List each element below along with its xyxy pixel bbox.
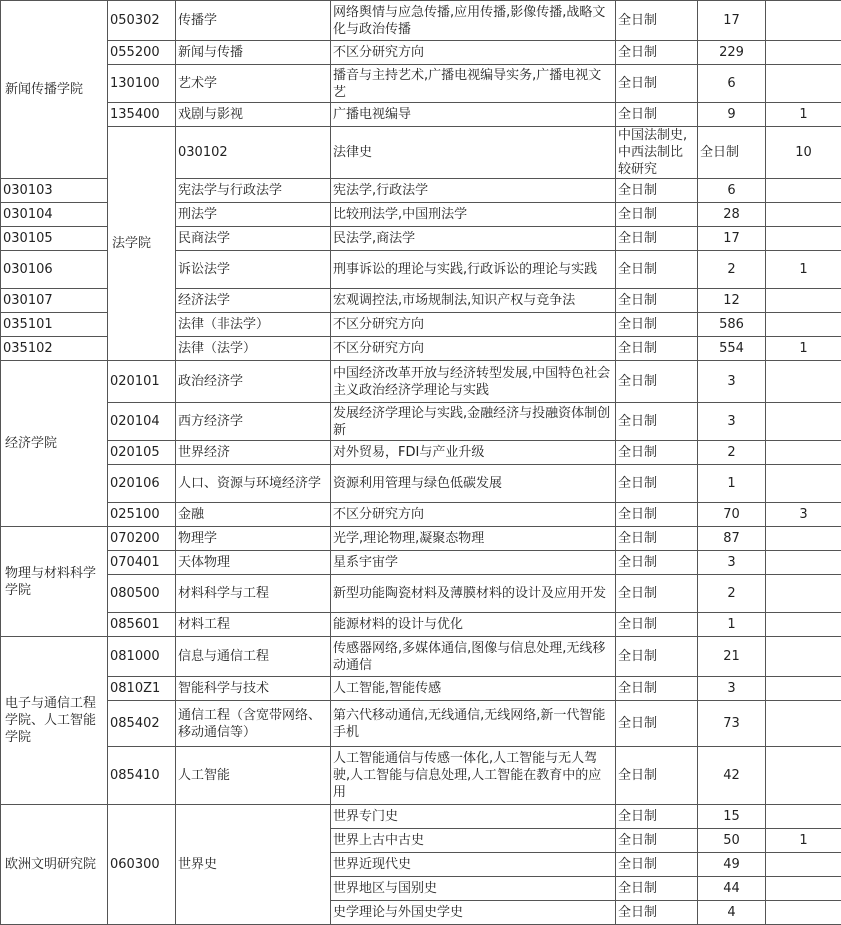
extra-count-cell — [766, 613, 841, 637]
enrollment-count-cell: 586 — [698, 313, 766, 337]
major-code-cell: 085410 — [108, 747, 176, 805]
extra-count-cell — [766, 465, 841, 503]
research-direction-cell: 新型功能陶瓷材料及薄膜材料的设计及应用开发 — [331, 575, 616, 613]
major-name-cell: 世界经济 — [176, 441, 331, 465]
enrollment-count-cell: 17 — [698, 227, 766, 251]
research-direction-cell: 不区分研究方向 — [331, 503, 616, 527]
table-row — [1, 361, 841, 403]
major-name-cell: 传播学 — [176, 1, 331, 41]
major-code-cell: 030106 — [1, 251, 108, 289]
major-code-cell: 020105 — [108, 441, 176, 465]
research-direction-cell: 中国法制史,中西法制比较研究 — [616, 127, 698, 179]
extra-count-cell — [766, 877, 841, 901]
college-cell: 电子与通信工程学院、人工智能学院 — [1, 637, 108, 805]
enrollment-count-cell: 10 — [766, 127, 841, 179]
research-direction-cell: 人工智能通信与传感一体化,人工智能与无人驾驶,人工智能与信息处理,人工智能在教育中的应用 — [331, 747, 616, 805]
study-mode-cell: 全日制 — [616, 251, 698, 289]
table-row — [1, 551, 841, 575]
major-name-cell: 法律（法学） — [176, 337, 331, 361]
study-mode-cell: 全日制 — [616, 701, 698, 747]
major-name-cell: 材料科学与工程 — [176, 575, 331, 613]
research-direction-cell: 播音与主持艺术,广播电视编导实务,广播电视文艺 — [331, 65, 616, 103]
research-direction-cell: 世界近现代史 — [331, 853, 616, 877]
major-code-cell: 060300 — [108, 805, 176, 925]
study-mode-cell: 全日制 — [616, 853, 698, 877]
table-row — [1, 441, 841, 465]
research-direction-cell: 对外贸易，FDI与产业升级 — [331, 441, 616, 465]
major-code-cell: 070200 — [108, 527, 176, 551]
research-direction-cell: 广播电视编导 — [331, 103, 616, 127]
enrollment-count-cell: 6 — [698, 65, 766, 103]
extra-count-cell — [766, 551, 841, 575]
extra-count-cell — [766, 361, 841, 403]
study-mode-cell: 全日制 — [616, 575, 698, 613]
major-code-cell: 080500 — [108, 575, 176, 613]
extra-count-cell — [766, 575, 841, 613]
research-direction-cell: 第六代移动通信,无线通信,无线网络,新一代智能手机 — [331, 701, 616, 747]
study-mode-cell: 全日制 — [616, 227, 698, 251]
enrollment-count-cell: 3 — [698, 361, 766, 403]
major-code-cell: 030107 — [1, 289, 108, 313]
study-mode-cell: 全日制 — [616, 527, 698, 551]
research-direction-cell: 民法学,商法学 — [331, 227, 616, 251]
college-cell: 法学院 — [108, 127, 176, 361]
major-code-cell: 055200 — [108, 41, 176, 65]
research-direction-cell: 中国经济改革开放与经济转型发展,中国特色社会主义政治经济学理论与实践 — [331, 361, 616, 403]
major-name-cell: 金融 — [176, 503, 331, 527]
table-body — [1, 1, 841, 925]
study-mode-cell: 全日制 — [616, 1, 698, 41]
study-mode-cell: 全日制 — [698, 127, 766, 179]
major-name-cell: 人工智能 — [176, 747, 331, 805]
study-mode-cell: 全日制 — [616, 41, 698, 65]
major-name-cell: 智能科学与技术 — [176, 677, 331, 701]
college-cell: 经济学院 — [1, 361, 108, 527]
study-mode-cell: 全日制 — [616, 747, 698, 805]
study-mode-cell: 全日制 — [616, 901, 698, 925]
study-mode-cell: 全日制 — [616, 289, 698, 313]
study-mode-cell: 全日制 — [616, 637, 698, 677]
enrollment-count-cell: 2 — [698, 251, 766, 289]
study-mode-cell: 全日制 — [616, 829, 698, 853]
study-mode-cell: 全日制 — [616, 551, 698, 575]
study-mode-cell: 全日制 — [616, 805, 698, 829]
enrollment-count-cell: 70 — [698, 503, 766, 527]
major-code-cell: 035101 — [1, 313, 108, 337]
research-direction-cell: 光学,理论物理,凝聚态物理 — [331, 527, 616, 551]
table-row — [1, 465, 841, 503]
extra-count-cell: 1 — [766, 103, 841, 127]
major-code-cell: 0810Z1 — [108, 677, 176, 701]
extra-count-cell — [766, 203, 841, 227]
enrollment-count-cell: 1 — [698, 613, 766, 637]
extra-count-cell — [766, 747, 841, 805]
major-code-cell: 030104 — [1, 203, 108, 227]
major-code-cell: 050302 — [108, 1, 176, 41]
major-name-cell: 法律史 — [331, 127, 616, 179]
study-mode-cell: 全日制 — [616, 337, 698, 361]
enrollment-count-cell: 12 — [698, 289, 766, 313]
extra-count-cell — [766, 403, 841, 441]
enrollment-count-cell: 6 — [698, 179, 766, 203]
extra-count-cell — [766, 677, 841, 701]
major-name-cell: 法律（非法学） — [176, 313, 331, 337]
research-direction-cell: 刑事诉讼的理论与实践,行政诉讼的理论与实践 — [331, 251, 616, 289]
research-direction-cell: 传感器网络,多媒体通信,图像与信息处理,无线移动通信 — [331, 637, 616, 677]
extra-count-cell: 3 — [766, 503, 841, 527]
research-direction-cell: 宪法学,行政法学 — [331, 179, 616, 203]
study-mode-cell: 全日制 — [616, 503, 698, 527]
enrollment-count-cell: 3 — [698, 403, 766, 441]
research-direction-cell: 不区分研究方向 — [331, 337, 616, 361]
research-direction-cell: 不区分研究方向 — [331, 41, 616, 65]
table-row — [1, 127, 841, 179]
table-row — [1, 1, 841, 41]
major-name-cell: 经济法学 — [176, 289, 331, 313]
enrollment-count-cell: 4 — [698, 901, 766, 925]
study-mode-cell: 全日制 — [616, 613, 698, 637]
major-code-cell: 135400 — [108, 103, 176, 127]
major-code-cell: 070401 — [108, 551, 176, 575]
table-row — [1, 575, 841, 613]
extra-count-cell — [766, 65, 841, 103]
major-code-cell: 085601 — [108, 613, 176, 637]
table-row — [1, 503, 841, 527]
table-row — [1, 41, 841, 65]
major-name-cell: 戏剧与影视 — [176, 103, 331, 127]
extra-count-cell — [766, 527, 841, 551]
enrollment-count-cell: 49 — [698, 853, 766, 877]
enrollment-count-cell: 3 — [698, 551, 766, 575]
major-name-cell: 通信工程（含宽带网络、移动通信等） — [176, 701, 331, 747]
extra-count-cell — [766, 901, 841, 925]
enrollment-count-cell: 73 — [698, 701, 766, 747]
extra-count-cell — [766, 441, 841, 465]
enrollment-count-cell: 15 — [698, 805, 766, 829]
college-cell: 欧洲文明研究院 — [1, 805, 108, 925]
extra-count-cell: 1 — [766, 829, 841, 853]
study-mode-cell: 全日制 — [616, 403, 698, 441]
major-code-cell: 035102 — [1, 337, 108, 361]
enrollment-count-cell: 44 — [698, 877, 766, 901]
research-direction-cell: 资源利用管理与绿色低碳发展 — [331, 465, 616, 503]
enrollment-count-cell: 554 — [698, 337, 766, 361]
major-name-cell: 西方经济学 — [176, 403, 331, 441]
major-code-cell: 030105 — [1, 227, 108, 251]
extra-count-cell — [766, 227, 841, 251]
major-name-cell: 艺术学 — [176, 65, 331, 103]
enrollment-count-cell: 2 — [698, 441, 766, 465]
major-name-cell: 新闻与传播 — [176, 41, 331, 65]
major-name-cell: 宪法学与行政法学 — [176, 179, 331, 203]
research-direction-cell: 世界地区与国别史 — [331, 877, 616, 901]
enrollment-count-cell: 1 — [698, 465, 766, 503]
table-row — [1, 103, 841, 127]
extra-count-cell: 1 — [766, 251, 841, 289]
research-direction-cell: 不区分研究方向 — [331, 313, 616, 337]
major-code-cell: 130100 — [108, 65, 176, 103]
major-code-cell: 081000 — [108, 637, 176, 677]
extra-count-cell — [766, 701, 841, 747]
research-direction-cell: 史学理论与外国史学史 — [331, 901, 616, 925]
major-code-cell: 030102 — [176, 127, 331, 179]
enrollment-count-cell: 87 — [698, 527, 766, 551]
enrollment-count-cell: 42 — [698, 747, 766, 805]
major-name-cell: 刑法学 — [176, 203, 331, 227]
study-mode-cell: 全日制 — [616, 677, 698, 701]
research-direction-cell: 星系宇宙学 — [331, 551, 616, 575]
major-code-cell: 020104 — [108, 403, 176, 441]
study-mode-cell: 全日制 — [616, 103, 698, 127]
study-mode-cell: 全日制 — [616, 203, 698, 227]
enrollment-count-cell: 21 — [698, 637, 766, 677]
major-name-cell: 材料工程 — [176, 613, 331, 637]
research-direction-cell: 人工智能,智能传感 — [331, 677, 616, 701]
college-cell: 新闻传播学院 — [1, 1, 108, 179]
table-row — [1, 805, 841, 829]
study-mode-cell: 全日制 — [616, 877, 698, 901]
major-name-cell: 民商法学 — [176, 227, 331, 251]
extra-count-cell — [766, 853, 841, 877]
table-row — [1, 747, 841, 805]
study-mode-cell: 全日制 — [616, 361, 698, 403]
research-direction-cell: 网络舆情与应急传播,应用传播,影像传播,战略文化与政治传播 — [331, 1, 616, 41]
enrollment-count-cell: 3 — [698, 677, 766, 701]
enrollment-count-cell: 229 — [698, 41, 766, 65]
research-direction-cell: 发展经济学理论与实践,金融经济与投融资体制创新 — [331, 403, 616, 441]
enrollment-count-cell: 28 — [698, 203, 766, 227]
table-row — [1, 701, 841, 747]
table-row — [1, 613, 841, 637]
major-code-cell: 085402 — [108, 701, 176, 747]
major-name-cell: 信息与通信工程 — [176, 637, 331, 677]
major-name-cell: 天体物理 — [176, 551, 331, 575]
research-direction-cell: 世界上古中古史 — [331, 829, 616, 853]
extra-count-cell — [766, 313, 841, 337]
extra-count-cell — [766, 637, 841, 677]
research-direction-cell: 宏观调控法,市场规制法,知识产权与竞争法 — [331, 289, 616, 313]
research-direction-cell: 能源材料的设计与优化 — [331, 613, 616, 637]
major-code-cell: 030103 — [1, 179, 108, 203]
table-row — [1, 637, 841, 677]
extra-count-cell — [766, 1, 841, 41]
major-name-cell: 世界史 — [176, 805, 331, 925]
study-mode-cell: 全日制 — [616, 65, 698, 103]
major-code-cell: 020101 — [108, 361, 176, 403]
enrollment-count-cell: 50 — [698, 829, 766, 853]
enrollment-count-cell: 2 — [698, 575, 766, 613]
study-mode-cell: 全日制 — [616, 179, 698, 203]
research-direction-cell: 比较刑法学,中国刑法学 — [331, 203, 616, 227]
major-code-cell: 025100 — [108, 503, 176, 527]
major-name-cell: 政治经济学 — [176, 361, 331, 403]
table-row — [1, 65, 841, 103]
major-name-cell: 物理学 — [176, 527, 331, 551]
research-direction-cell: 世界专门史 — [331, 805, 616, 829]
study-mode-cell: 全日制 — [616, 313, 698, 337]
study-mode-cell: 全日制 — [616, 465, 698, 503]
table-row — [1, 527, 841, 551]
extra-count-cell — [766, 289, 841, 313]
extra-count-cell — [766, 805, 841, 829]
extra-count-cell — [766, 179, 841, 203]
enrollment-count-cell: 9 — [698, 103, 766, 127]
table-row — [1, 677, 841, 701]
extra-count-cell: 1 — [766, 337, 841, 361]
major-name-cell: 人口、资源与环境经济学 — [176, 465, 331, 503]
table-row — [1, 403, 841, 441]
extra-count-cell — [766, 41, 841, 65]
major-name-cell: 诉讼法学 — [176, 251, 331, 289]
enrollment-count-cell: 17 — [698, 1, 766, 41]
major-code-cell: 020106 — [108, 465, 176, 503]
study-mode-cell: 全日制 — [616, 441, 698, 465]
college-cell: 物理与材料科学学院 — [1, 527, 108, 637]
